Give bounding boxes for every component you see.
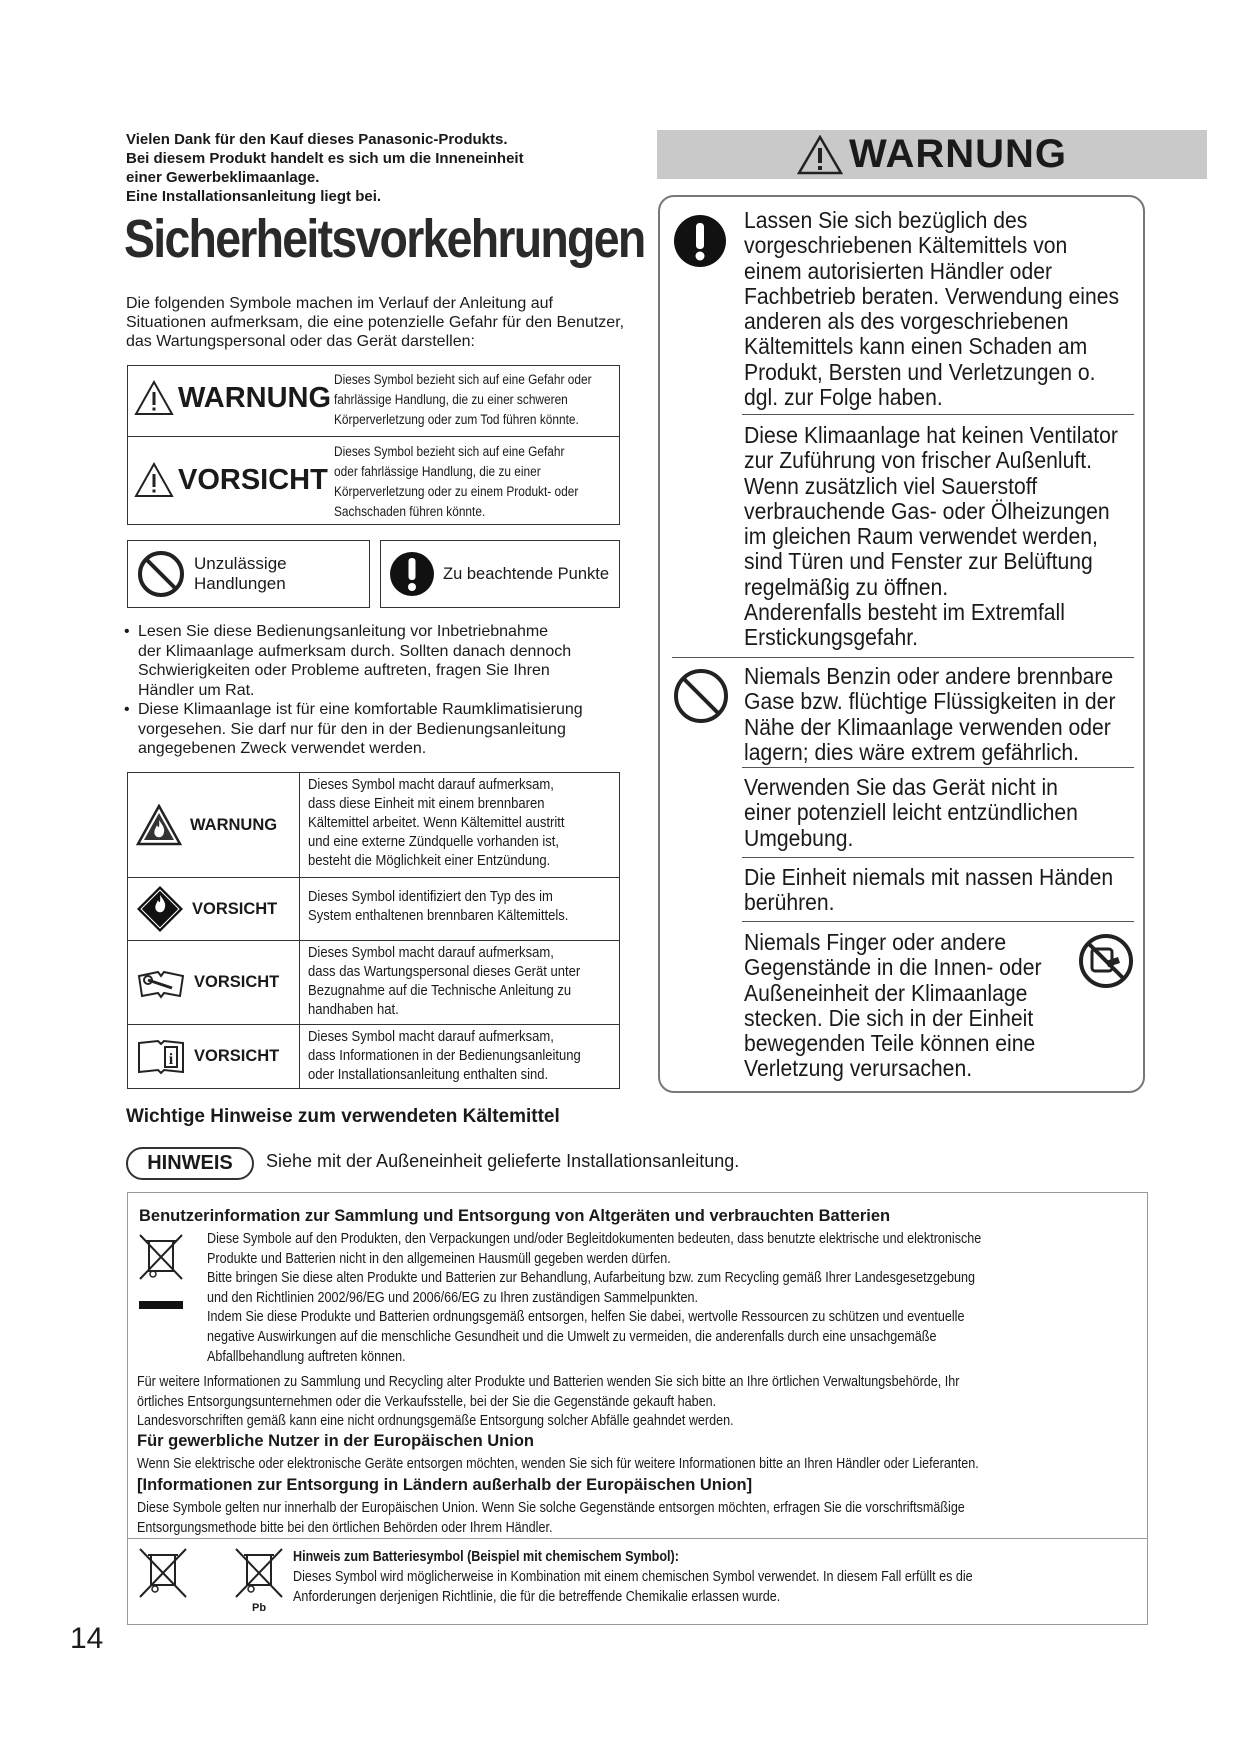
warning-line: Verwenden Sie das Gerät nicht in [744,774,1058,800]
prohibited-label-line: Unzulässige [194,554,287,573]
table-row [128,773,619,877]
crossed-bin-icon [136,1545,190,1605]
symbol-table [127,365,620,525]
bullet-line: Händler um Rat. [138,681,255,699]
warning-line: bewegenden Teile können eine [744,1030,1036,1057]
warning-line: im gleichen Raum verwendet werden, [744,523,1098,550]
intro-line: einer Gewerbeklimaanlage. [126,169,320,186]
desc-line: fahrlässige Handlung, die zu einer schweren [334,392,568,407]
warning-line: Umgebung. [744,824,854,851]
bullet-line: Schwierigkeiten oder Probleme auftreten, fragen Sie Ihren [138,662,550,679]
warning-line: stecken. Die sich in der Einheit [744,1004,1034,1031]
warning-line: regelmäßig zu öffnen. [744,573,949,600]
disposal-line: Produkte und Batterien nicht in den allgemeinen Hausmüll gegeben werden dürfen. [207,1250,671,1267]
warning-banner [657,130,1207,179]
warning-line: Niemals Benzin oder andere brennbare [744,663,1114,689]
row-desc-line: Dieses Symbol identifiziert den Typ des im [308,889,553,905]
desc-line: Dieses Symbol bezieht sich auf eine Gefahr [334,444,565,459]
refrigerant-symbol-table [127,772,620,1089]
lead-paragraph: Die folgenden Symbole machen im Verlauf der Anleitung auf Situationen aufmerksam, die eine potenzielle Gefahr für den Benutzer, das Wartungspersonal oder das Gerät darstellen: [126,295,625,350]
row-desc-line: Kältemittel arbeitet. Wenn Kältemittel austritt [308,815,565,831]
row-desc-line: Dieses Symbol macht darauf aufmerksam, [308,945,554,961]
row-desc-line: dass das Wartungspersonal dieses Gerät unter [308,964,581,980]
row-label: WARNUNG [190,815,278,834]
eu-text [137,1455,1094,1475]
warning-line: Gegenstände in die Innen- oder [744,954,1042,981]
row-label: VORSICHT [192,899,278,918]
battery-heading [293,1548,732,1568]
warning-line: Produkt, Bersten und Verletzungen o. [744,358,1096,385]
desc-line: Sachschaden führen könnte. [334,504,486,519]
warning-line: Fachbetrieb beraten. Verwendung eines [744,282,1120,309]
row-desc-line: Bezugnahme auf die Technische Anleitung zu [308,983,572,999]
warning-line: vorgeschriebenen Kältemittels von [744,232,1068,259]
row-desc-line: dass Informationen in der Bedienungsanleitung [308,1048,581,1064]
bullet-list [124,622,629,759]
warning-line: sind Türen und Fenster zur Belüftung [744,548,1093,575]
table-row [128,940,619,1024]
warning-line: verbrauchende Gas- oder Ölheizungen [744,497,1110,524]
warning-triangle-icon [134,380,174,416]
eu-heading-text: Für gewerbliche Nutzer in der Europäischen Union [137,1432,534,1450]
intro-line: Vielen Dank für den Kauf dieses Panasonic-Produkts. [126,131,508,148]
noneu-text [137,1499,1078,1538]
warning-line: Nähe der Klimaanlage verwenden oder [744,713,1111,740]
table-row [128,1024,619,1088]
battery-line: Dieses Symbol wird möglicherweise in Kombination mit einem chemischen Symbol verwendet. In diesem Fall erfüllt es die [293,1569,973,1585]
intro-line: Bei diesem Produkt handelt es sich um die Inneneinheit [126,150,524,167]
warning-panel [658,195,1145,1093]
warnung-label: WARNUNG [178,381,332,414]
pb-label: Pb [252,1602,267,1614]
battery-line: Anforderungen derjenigen Richtlinie, die für die betreffende Chemikalie erlassen wurde. [293,1588,781,1605]
disposal-info-box [127,1192,1148,1625]
warning-line: anderen als des vorgeschriebenen [744,308,1069,335]
warning-line: einer potenziell leicht entzündlichen [744,799,1078,826]
desc-line: Körperverletzung oder zum Tod führen könnte. [334,412,579,427]
divider [742,921,1134,922]
exclamation-circle-icon [672,213,728,269]
crossed-bin-icon [136,1231,186,1311]
disposal-line: Bitte bringen Sie diese alten Produkte und Batterien zur Behandlung, Aufarbeitung bzw. zum Recycling gemäß Ihrer Landesgesetzgebung [207,1270,975,1287]
table-row [128,877,619,940]
warning-line: dgl. zur Folge haben. [744,384,943,411]
eu-heading [137,1432,534,1452]
disposal-line: Diese Symbole auf den Produkten, den Verpackungen und/oder Begleitdokumenten bedeuten, dass benutzte elektrische und elektronische [207,1231,982,1247]
desc-line: oder fahrlässige Handlung, die zu einer [334,464,541,479]
warning-item [744,423,1144,651]
noneu-line: Entsorgungsmethode bitte bei den örtlichen Behörden oder Ihrem Händler. [137,1519,553,1536]
exclamation-circle-icon [387,549,437,599]
symbol-row-warnung [128,366,619,437]
refrigerant-heading: Wichtige Hinweise zum verwendeten Kältemittel [126,1106,560,1127]
observe-label: Zu beachtende Punkte [443,564,610,583]
divider [672,657,1134,658]
intro-text [126,130,626,206]
bullet-line: der Klimaanlage aufmerksam durch. Sollten danach dennoch [138,642,572,660]
prohibited-icon [672,667,730,725]
warning-line: Außeneinheit der Klimaanlage [744,979,1028,1006]
crossed-bin-pb-icon [232,1545,286,1605]
legend-observe [380,540,620,608]
prohibited-icon [136,549,186,599]
bullet-line: • Diese Klimaanlage ist für eine komfortable Raumklimatisierung [138,701,583,718]
warning-item [744,208,1144,410]
legend-prohibited [127,540,370,608]
row-desc-line: dass diese Einheit mit einem brennbaren [308,796,545,812]
row-label: VORSICHT [194,973,280,991]
disposal-line: Abfallbehandlung auftreten können. [207,1348,406,1365]
bullet-line: angegebenen Zweck verwendet werden. [138,740,427,757]
row-desc-line: besteht die Möglichkeit einer Entzündung. [308,853,551,869]
noneu-line: Diese Symbole gelten nur innerhalb der Europäischen Union. Wenn Sie solche Gegenstände entsorgen möchten, erfragen Sie die vorschriftsmäßige [137,1500,965,1516]
no-fingers-icon [1078,933,1134,989]
row-desc-line: handhaben hat. [308,1002,399,1018]
noneu-heading-text: [Informationen zur Entsorgung in Ländern außerhalb der Europäischen Union] [137,1476,753,1494]
list-item [124,622,629,700]
hinweis-badge: HINWEIS [126,1147,254,1180]
noneu-heading [137,1476,752,1496]
warning-line: lagern; dies wäre extrem gefährlich. [744,738,1080,765]
page-number: 14 [70,1622,104,1655]
warning-banner-title: WARNUNG [848,132,1068,176]
bullet-line: • Lesen Sie diese Bedienungsanleitung vor Inbetriebnahme [138,623,549,640]
divider [128,1538,1147,1539]
row-desc-line: Dieses Symbol macht darauf aufmerksam, [308,1029,554,1045]
warning-line: Diese Klimaanlage hat keinen Ventilator [744,422,1118,448]
warning-line: Anderenfalls besteht im Extremfall [744,599,1065,626]
warning-triangle-icon [797,135,843,175]
page-title: Sicherheitsvorkehrungen [124,209,645,269]
disposal-line: Indem Sie diese Produkte und Batterien ordnungsgemäß entsorgen, helfen Sie dabei, wertvolle Ressourcen zu schützen und eventuelle [207,1309,965,1326]
warning-item [744,775,1144,851]
desc-line: Körperverletzung oder zu einem Produkt- oder [334,484,579,499]
disposal-line: negative Auswirkungen auf die menschliche Gesundheit und die Umwelt zu vermeiden, die anderenfalls durch eine unsachgemäße [207,1328,937,1345]
disposal-heading [139,1207,890,1227]
warning-item [744,865,1144,916]
disposal-line: örtliches Entsorgungsunternehmen oder die Verkaufsstelle, bei der Sie die Gegenstände gekauft haben. [137,1393,717,1410]
warning-line: Erstickungsgefahr. [744,624,918,651]
info-manual-icon [136,1039,186,1075]
row-desc-line: System enthaltenen brennbaren Kältemittels. [308,908,569,924]
list-item [124,700,629,759]
disposal-heading-text: Benutzerinformation zur Sammlung und Entsorgung von Altgeräten und verbrauchten Batterien [139,1207,891,1225]
divider [742,767,1134,768]
warning-line: zur Zuführung von frischer Außenluft. [744,447,1092,474]
prohibited-label-line: Handlungen [194,574,286,593]
symbol-row-vorsicht [128,438,619,524]
intro-line: Eine Installationsanleitung liegt bei. [126,188,382,205]
row-desc-line: Dieses Symbol macht darauf aufmerksam, [308,777,554,793]
eu-text-line: Wenn Sie elektrische oder elektronische Geräte entsorgen möchten, wenden Sie sich für weitere Informationen bitte an Ihren Händler oder Lieferanten. [137,1456,979,1472]
service-manual-icon [136,966,186,1000]
svg-text:i: i [168,1050,174,1068]
row-desc-line: oder Installationsanleitung enthalten sind. [308,1067,549,1083]
disposal-paragraph [207,1230,1087,1367]
flammable-warning-icon [136,804,182,846]
warning-line: Niemals Finger oder andere [744,929,1007,955]
divider [742,414,1134,415]
divider [742,857,1134,858]
desc-line: Dieses Symbol bezieht sich auf eine Gefahr oder [334,372,592,387]
battery-text [293,1568,1065,1607]
warning-line: berühren. [744,889,835,916]
battery-heading-text: Hinweis zum Batteriesymbol (Beispiel mit chemischem Symbol): [293,1549,679,1565]
caution-triangle-icon [134,462,174,498]
vorsicht-label: VORSICHT [178,463,328,496]
flammable-gas-diamond-icon [136,885,184,933]
warning-line: Gase bzw. flüchtige Flüssigkeiten in der [744,688,1116,715]
warning-line: Lassen Sie sich bezüglich des [744,207,1028,233]
hinweis-text: Siehe mit der Außeneinheit gelieferte Installationsanleitung. [266,1151,740,1171]
warning-line: Kältemittels kann einen Schaden am [744,333,1088,360]
bullet-line: vorgesehen. Sie darf nur für den in der Bedienungsanleitung [138,720,566,738]
row-desc-line: und eine externe Zündquelle vorhanden ist, [308,834,560,850]
warning-line: Die Einheit niemals mit nassen Händen [744,864,1114,890]
disposal-line: Landesvorschriften gemäß kann eine nicht ordnungsgemäße Entsorgung solcher Abfälle geahndet werden. [137,1413,734,1430]
disposal-paragraph [137,1373,1072,1432]
row-label: VORSICHT [194,1047,280,1065]
warning-line: einem autorisierten Händler oder [744,257,1053,284]
warning-line: Verletzung verursachen. [744,1055,973,1082]
warning-item [744,664,1144,765]
warning-line: Wenn zusätzlich viel Sauerstoff [744,472,1038,499]
disposal-line: Für weitere Informationen zu Sammlung und Recycling alter Produkte und Batterien wenden Sie sich bitte an Ihre örtlichen Verwaltungsbehörde, Ihr [137,1374,960,1390]
disposal-line: und den Richtlinien 2002/96/EG und 2006/66/EG zu Ihren zuständigen Sammelpunkten. [207,1289,699,1306]
